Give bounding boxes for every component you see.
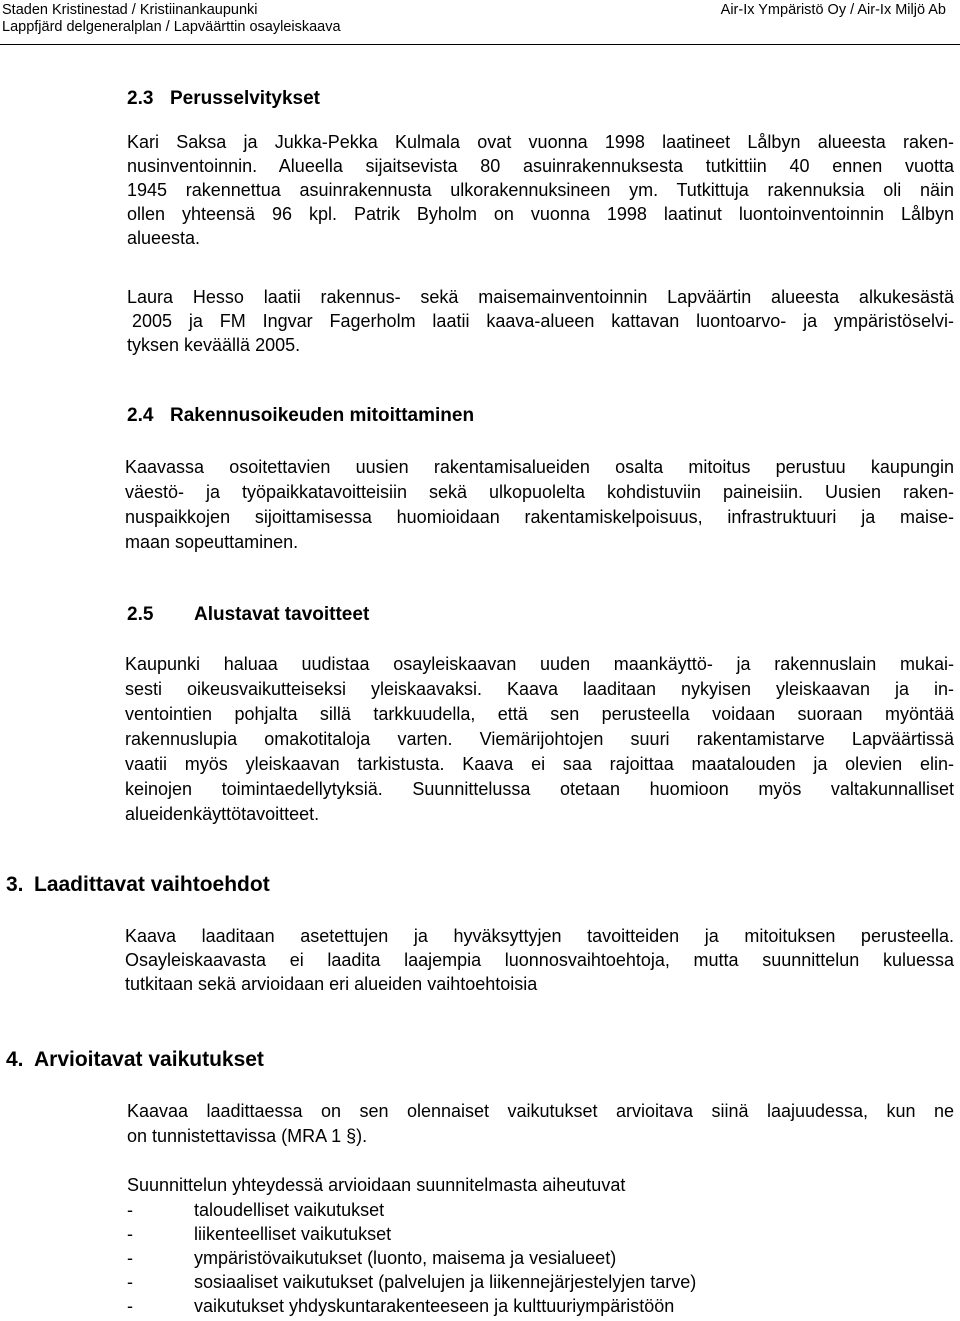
paragraph-line: Kari Saksa ja Jukka-Pekka Kulmala ovat vuonna 1998 laatineet Lålbyn alueesta raken-: [127, 132, 954, 152]
paragraph-line: alueesta.: [127, 228, 201, 248]
section-2-3-title: Perusselvitykset: [170, 88, 320, 109]
paragraph-line: Kaavaa laadittaessa on sen olennaiset vaikutukset arvioitava siinä laajuudessa, kun ne: [127, 1101, 954, 1121]
list-item-text: vaikutukset yhdyskuntarakenteeseen ja kulttuuriympäristöön: [194, 1296, 675, 1316]
paragraph-line: Kaava laaditaan asetettujen ja hyväksyttyjen tavoitteiden ja mitoituksen perusteella.: [125, 926, 954, 946]
paragraph-line: maan sopeuttaminen.: [125, 532, 299, 552]
section-2-4-number: 2.4: [127, 405, 154, 426]
section-4-title: Arvioitavat vaikutukset: [34, 1048, 264, 1071]
section-2-5-title: Alustavat tavoitteet: [194, 604, 370, 625]
paragraph-line: vaatii myös yleiskaavan tarkistusta. Kaava ei saa rajoittaa maatalouden ja olevien elin-: [125, 754, 954, 774]
list-item-text: liikenteelliset vaikutukset: [194, 1224, 392, 1244]
section-3-number: 3.: [6, 873, 24, 896]
header-right-line1: Air-Ix Ympäristö Oy / Air-Ix Miljö Ab: [720, 2, 946, 18]
section-4-list-intro: Suunnittelun yhteydessä arvioidaan suunnitelmasta aiheutuvat: [127, 1175, 626, 1195]
paragraph-line: sesti oikeusvaikutteiseksi yleiskaavaksi. Kaava laaditaan nykyisen yleiskaavan ja in-: [125, 679, 954, 699]
paragraph-line: ollen yhteensä 96 kpl. Patrik Byholm on vuonna 1998 laatinut luontoinventoinnin Lålbyn: [127, 204, 954, 224]
list-bullet: -: [127, 1272, 133, 1292]
list-item-text: taloudelliset vaikutukset: [194, 1200, 385, 1220]
paragraph-line: rakennuslupia omakotitaloja varten. Viemärijohtojen suuri rakentamistarve Lapväärtissä: [125, 729, 954, 749]
list-bullet: -: [127, 1200, 133, 1220]
header-left-line1: Staden Kristinestad / Kristiinankaupunki: [2, 2, 258, 18]
section-2-3-number: 2.3: [127, 88, 154, 109]
paragraph-line: Kaavassa osoitettavien uusien rakentamisalueiden osalta mitoitus perustuu kaupungin: [125, 457, 954, 477]
list-item-text: ympäristövaikutukset (luonto, maisema ja vesialueet): [194, 1248, 617, 1268]
paragraph-line: keinojen toimintaedellytyksiä. Suunnittelussa otetaan huomioon myös valtakunnalliset: [125, 779, 954, 799]
header-divider: [0, 44, 960, 45]
list-bullet: -: [127, 1248, 133, 1268]
section-4-number: 4.: [6, 1048, 24, 1071]
paragraph-line: ventointien pohjalta sillä tarkkuudella, että sen perusteella voidaan suoraan myöntää: [125, 704, 954, 724]
paragraph-line: 2005 ja FM Ingvar Fagerholm laatii kaava-alueen kattavan luontoarvo- ja ympäristöselvi-: [132, 311, 954, 331]
list-bullet: -: [127, 1224, 133, 1244]
paragraph-line: tutkitaan sekä arvioidaan eri alueiden vaihtoehtoisia: [125, 974, 538, 994]
paragraph-line: nuspaikkojen sijoittamisessa huomioidaan rakentamiskelpoisuus, infrastruktuuri ja maise-: [125, 507, 954, 527]
list-bullet: -: [127, 1296, 133, 1316]
paragraph-line: 1945 rakennettua asuinrakennusta ulkorakennuksineen ym. Tutkittuja rakennuksia oli näin: [127, 180, 954, 200]
paragraph-line: Osayleiskaavasta ei laadita laajempia luonnosvaihtoehtoja, mutta suunnittelun kuluessa: [125, 950, 954, 970]
paragraph-line: Kaupunki haluaa uudistaa osayleiskaavan uuden maankäyttö- ja rakennuslain mukai-: [125, 654, 954, 674]
paragraph-line: on tunnistettavissa (MRA 1 §).: [127, 1126, 368, 1146]
header-left-line2: Lappfjärd delgeneralplan / Lapväärttin osayleiskaava: [2, 19, 341, 35]
paragraph-line: Laura Hesso laatii rakennus- sekä maisemainventoinnin Lapväärtin alueesta alkukesästä: [127, 287, 954, 307]
section-2-5-number: 2.5: [127, 604, 154, 625]
list-item-text: sosiaaliset vaikutukset (palvelujen ja liikennejärjestelyjen tarve): [194, 1272, 697, 1292]
paragraph-line: nusinventoinnin. Alueella sijaitsevista 80 asuinrakennuksesta tutkittiin 40 ennen vuotta: [127, 156, 954, 176]
section-3-title: Laadittavat vaihtoehdot: [34, 873, 270, 896]
paragraph-line: alueidenkäyttötavoitteet.: [125, 804, 320, 824]
section-2-4-title: Rakennusoikeuden mitoittaminen: [170, 405, 475, 426]
paragraph-line: väestö- ja työpaikkatavoitteisiin sekä ulkopuolelta kohdistuviin paineisiin. Uusien raken-: [125, 482, 954, 502]
paragraph-line: tyksen keväällä 2005.: [127, 335, 301, 355]
